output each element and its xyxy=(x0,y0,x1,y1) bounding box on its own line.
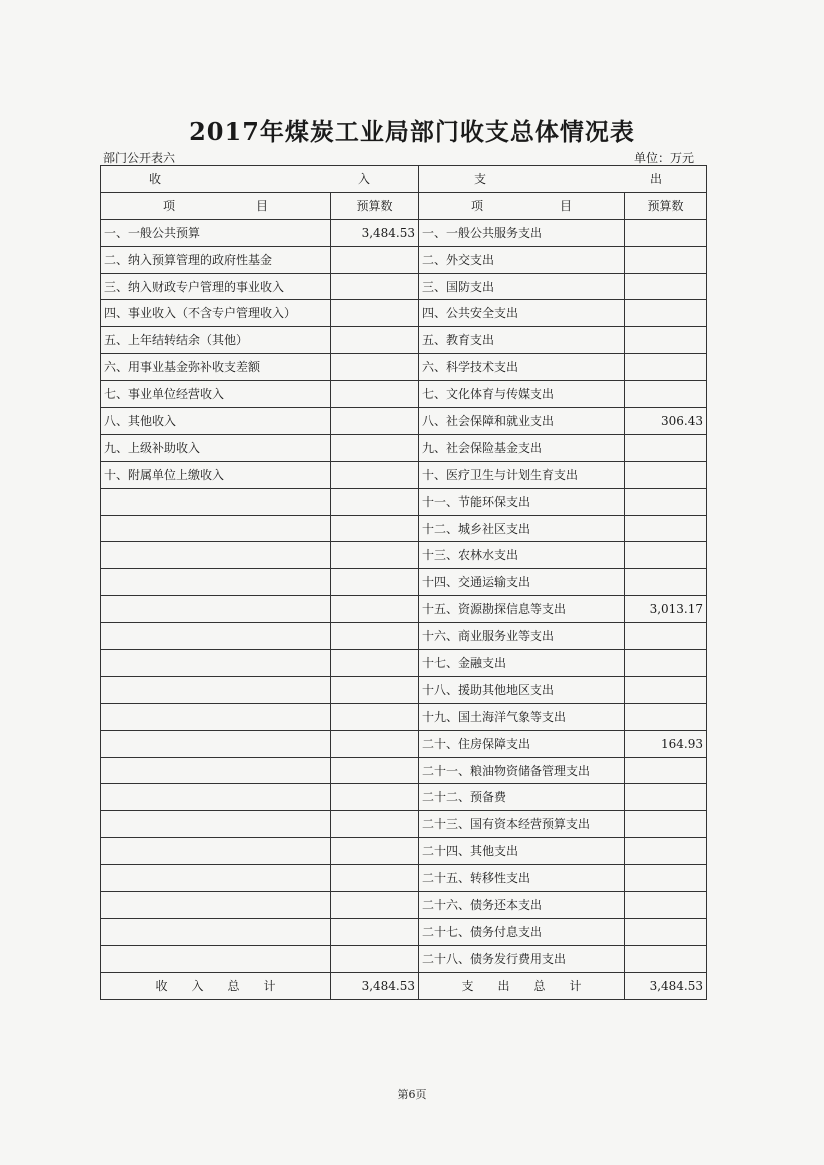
column-header-row xyxy=(101,192,707,219)
expense-value-cell xyxy=(625,542,707,569)
income-item-cell xyxy=(101,865,331,892)
expense-item-cell: 八、社会保障和就业支出 xyxy=(419,408,625,435)
income-item-cell: 五、上年结转结余（其他） xyxy=(101,327,331,354)
income-value-cell xyxy=(331,784,419,811)
expense-value-cell xyxy=(625,650,707,677)
income-value-cell xyxy=(331,865,419,892)
expense-value-cell xyxy=(625,273,707,300)
table-row xyxy=(101,811,707,838)
expense-value-cell xyxy=(625,461,707,488)
expense-item-cell: 十一、节能环保支出 xyxy=(419,488,625,515)
expense-value-cell xyxy=(625,515,707,542)
expense-value-cell xyxy=(625,865,707,892)
expense-item-cell: 二十五、转移性支出 xyxy=(419,865,625,892)
income-item-cell xyxy=(101,542,331,569)
income-value-cell xyxy=(331,300,419,327)
expense-item-cell: 二十八、债务发行费用支出 xyxy=(419,945,625,972)
expense-value-cell: 306.43 xyxy=(625,408,707,435)
page-title: 2017年煤炭工业局部门收支总体情况表 xyxy=(189,117,635,146)
table-row xyxy=(101,354,707,381)
table-row xyxy=(101,408,707,435)
expense-item-header: 项 目 xyxy=(419,192,625,219)
expense-item-cell: 七、文化体育与传媒支出 xyxy=(419,381,625,408)
income-value-cell xyxy=(331,408,419,435)
table-row xyxy=(101,703,707,730)
income-item-header: 项 目 xyxy=(101,192,331,219)
table-row xyxy=(101,434,707,461)
table-row xyxy=(101,730,707,757)
income-item-cell xyxy=(101,730,331,757)
expense-value-cell xyxy=(625,892,707,919)
expense-item-cell: 二十二、预备费 xyxy=(419,784,625,811)
income-item-cell xyxy=(101,811,331,838)
expense-value-cell xyxy=(625,838,707,865)
expense-group-header: 支 出 xyxy=(419,166,707,193)
table-row xyxy=(101,300,707,327)
expense-item-cell: 十八、援助其他地区支出 xyxy=(419,676,625,703)
expense-item-cell: 十七、金融支出 xyxy=(419,650,625,677)
income-value-cell: 3,484.53 xyxy=(331,219,419,246)
income-item-cell xyxy=(101,515,331,542)
table-row xyxy=(101,945,707,972)
expense-value-cell xyxy=(625,219,707,246)
table-code: 部门公开表六 xyxy=(103,151,176,165)
income-item-cell xyxy=(101,892,331,919)
income-item-cell: 三、纳入财政专户管理的事业收入 xyxy=(101,273,331,300)
expense-value-cell xyxy=(625,918,707,945)
income-value-cell xyxy=(331,354,419,381)
expense-value-cell xyxy=(625,676,707,703)
expense-item-cell: 二十一、粮油物资储备管理支出 xyxy=(419,757,625,784)
table-row xyxy=(101,381,707,408)
expense-value-cell xyxy=(625,381,707,408)
table-row xyxy=(101,327,707,354)
income-group-header: 收 入 xyxy=(101,166,419,193)
expense-value-cell xyxy=(625,300,707,327)
table-row xyxy=(101,596,707,623)
expense-value-cell xyxy=(625,757,707,784)
table-row xyxy=(101,650,707,677)
expense-value-cell xyxy=(625,488,707,515)
table-row xyxy=(101,515,707,542)
expense-value-cell xyxy=(625,811,707,838)
income-item-cell: 一、一般公共预算 xyxy=(101,219,331,246)
table-row xyxy=(101,918,707,945)
unit-label: 单位：万元 xyxy=(634,151,695,165)
income-value-cell xyxy=(331,730,419,757)
income-total-value: 3,484.53 xyxy=(331,972,419,999)
income-value-cell xyxy=(331,676,419,703)
expense-item-cell: 十二、城乡社区支出 xyxy=(419,515,625,542)
expense-item-cell: 二十七、债务付息支出 xyxy=(419,918,625,945)
table-row xyxy=(101,488,707,515)
expense-item-cell: 五、教育支出 xyxy=(419,327,625,354)
table-row xyxy=(101,461,707,488)
expense-total-label: 支 出 总 计 xyxy=(419,972,625,999)
expense-item-cell: 二、外交支出 xyxy=(419,246,625,273)
expense-item-cell: 十三、农林水支出 xyxy=(419,542,625,569)
income-value-cell xyxy=(331,246,419,273)
income-value-cell xyxy=(331,434,419,461)
expense-value-cell xyxy=(625,246,707,273)
income-value-cell xyxy=(331,381,419,408)
expense-item-cell: 十、医疗卫生与计划生育支出 xyxy=(419,461,625,488)
income-value-cell xyxy=(331,488,419,515)
table-row xyxy=(101,838,707,865)
group-header-row xyxy=(101,166,707,193)
expense-item-cell: 二十六、债务还本支出 xyxy=(419,892,625,919)
table-row xyxy=(101,569,707,596)
income-item-cell xyxy=(101,488,331,515)
income-value-cell xyxy=(331,623,419,650)
income-item-cell: 九、上级补助收入 xyxy=(101,434,331,461)
expense-item-cell: 二十三、国有资本经营预算支出 xyxy=(419,811,625,838)
expense-value-cell xyxy=(625,784,707,811)
table-row xyxy=(101,623,707,650)
expense-item-cell: 十九、国土海洋气象等支出 xyxy=(419,703,625,730)
expense-item-cell: 四、公共安全支出 xyxy=(419,300,625,327)
income-value-cell xyxy=(331,461,419,488)
expense-value-cell: 164.93 xyxy=(625,730,707,757)
table-row xyxy=(101,676,707,703)
expense-item-cell: 二十四、其他支出 xyxy=(419,838,625,865)
income-item-cell xyxy=(101,838,331,865)
income-value-cell xyxy=(331,918,419,945)
income-value-cell xyxy=(331,892,419,919)
income-value-cell xyxy=(331,811,419,838)
expense-item-cell: 十六、商业服务业等支出 xyxy=(419,623,625,650)
income-item-cell: 二、纳入预算管理的政府性基金 xyxy=(101,246,331,273)
income-value-cell xyxy=(331,327,419,354)
income-item-cell xyxy=(101,596,331,623)
table-row xyxy=(101,865,707,892)
table-row xyxy=(101,757,707,784)
expense-item-cell: 六、科学技术支出 xyxy=(419,354,625,381)
income-item-cell: 七、事业单位经营收入 xyxy=(101,381,331,408)
table-row xyxy=(101,784,707,811)
income-item-cell: 十、附属单位上缴收入 xyxy=(101,461,331,488)
expense-value-cell xyxy=(625,354,707,381)
page-number: 第6页 xyxy=(397,1088,427,1101)
table-row xyxy=(101,273,707,300)
expense-value-cell xyxy=(625,569,707,596)
income-item-cell xyxy=(101,623,331,650)
income-value-cell xyxy=(331,703,419,730)
table-row xyxy=(101,892,707,919)
table-row xyxy=(101,219,707,246)
expense-item-cell: 二十、住房保障支出 xyxy=(419,730,625,757)
income-item-cell xyxy=(101,569,331,596)
income-value-cell xyxy=(331,542,419,569)
expense-value-cell xyxy=(625,327,707,354)
expense-value-cell xyxy=(625,945,707,972)
expense-item-cell: 九、社会保险基金支出 xyxy=(419,434,625,461)
expense-value-cell xyxy=(625,623,707,650)
table-row xyxy=(101,542,707,569)
expense-item-cell: 三、国防支出 xyxy=(419,273,625,300)
income-value-cell xyxy=(331,273,419,300)
income-total-label: 收 入 总 计 xyxy=(101,972,331,999)
income-item-cell xyxy=(101,676,331,703)
income-budget-header: 预算数 xyxy=(331,192,419,219)
income-item-cell xyxy=(101,918,331,945)
expense-total-value: 3,484.53 xyxy=(625,972,707,999)
expense-budget-header: 预算数 xyxy=(625,192,707,219)
income-value-cell xyxy=(331,650,419,677)
expense-item-cell: 十五、资源勘探信息等支出 xyxy=(419,596,625,623)
income-item-cell: 四、事业收入（不含专户管理收入） xyxy=(101,300,331,327)
expense-item-cell: 一、一般公共服务支出 xyxy=(419,219,625,246)
income-expense-table xyxy=(100,165,707,1000)
income-value-cell xyxy=(331,757,419,784)
income-value-cell xyxy=(331,515,419,542)
totals-row xyxy=(101,972,707,999)
income-value-cell xyxy=(331,838,419,865)
table-row xyxy=(101,246,707,273)
income-item-cell xyxy=(101,784,331,811)
income-item-cell xyxy=(101,703,331,730)
expense-value-cell: 3,013.17 xyxy=(625,596,707,623)
income-item-cell xyxy=(101,757,331,784)
income-item-cell xyxy=(101,650,331,677)
expense-item-cell: 十四、交通运输支出 xyxy=(419,569,625,596)
income-value-cell xyxy=(331,596,419,623)
expense-value-cell xyxy=(625,703,707,730)
expense-value-cell xyxy=(625,434,707,461)
income-item-cell xyxy=(101,945,331,972)
income-item-cell: 八、其他收入 xyxy=(101,408,331,435)
income-value-cell xyxy=(331,945,419,972)
income-item-cell: 六、用事业基金弥补收支差额 xyxy=(101,354,331,381)
income-value-cell xyxy=(331,569,419,596)
